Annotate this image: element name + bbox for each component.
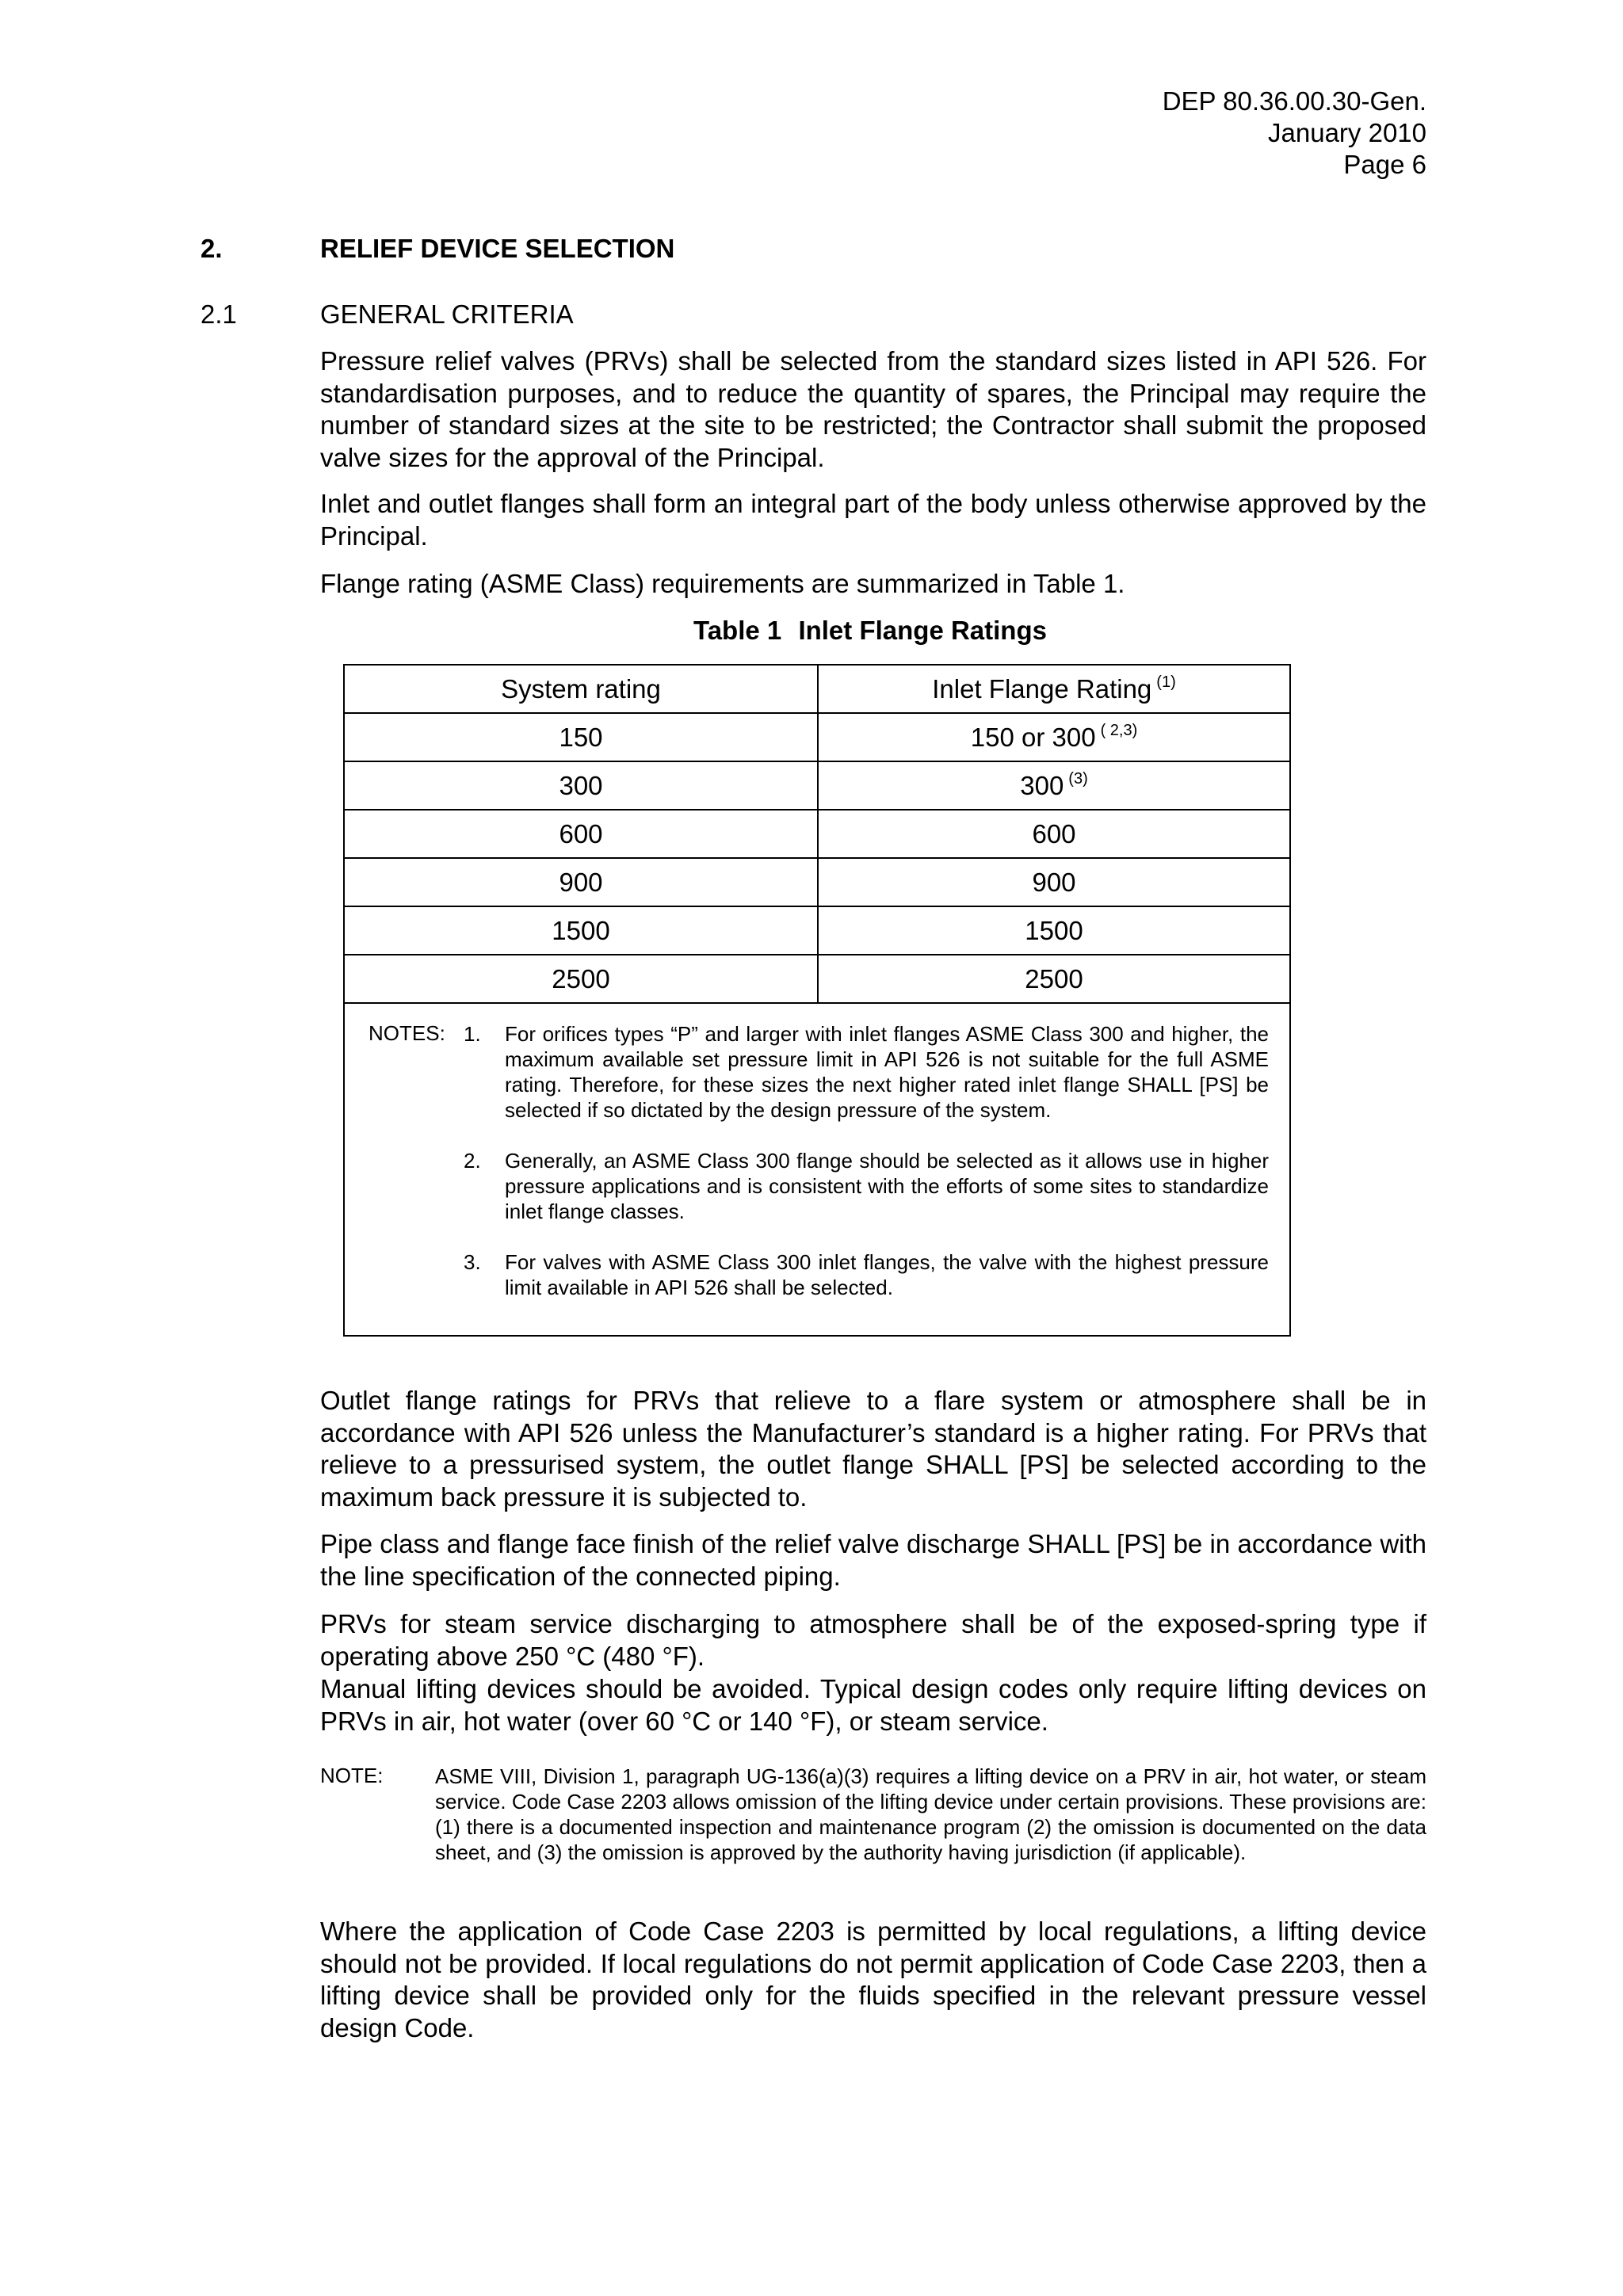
- note-number: 3.: [464, 1250, 481, 1274]
- footnote-ref: (1): [1156, 673, 1176, 691]
- table-caption: [0, 616, 1623, 646]
- table-row: [344, 810, 1290, 858]
- note-number: 2.: [464, 1149, 481, 1173]
- page-number: Page 6: [1343, 150, 1426, 179]
- header-system-rating: System rating: [344, 665, 818, 713]
- inlet-flange-ratings-table: [343, 664, 1291, 1337]
- section-title: RELIEF DEVICE SELECTION: [320, 234, 675, 263]
- note-text: For valves with ASME Class 300 inlet flanges, the valve with the highest pressure limit available in API 526 shall be selected.: [505, 1250, 1269, 1299]
- paragraph-integral-flanges: Inlet and outlet flanges shall form an integral part of the body unless otherwise approved by the Principal.: [320, 489, 1426, 551]
- section-number: 2.: [200, 234, 223, 263]
- cell-inlet-rating: 2500: [818, 955, 1290, 1003]
- cell-inlet-rating: 1500: [818, 906, 1290, 955]
- paragraph-steam-service: PRVs for steam service discharging to atmosphere shall be of the exposed-spring type if operating above 250 °C (480 °F).: [320, 1609, 1426, 1671]
- cell-system-rating: 900: [344, 858, 818, 906]
- table-title: Inlet Flange Ratings: [798, 616, 1047, 645]
- note-text: Generally, an ASME Class 300 flange should be selected as it allows use in higher pressure applications and is consistent with the efforts of some sites to standardize inlet flange classes.: [505, 1149, 1269, 1223]
- cell-system-rating: 2500: [344, 955, 818, 1003]
- note-label: NOTE:: [320, 1764, 384, 1787]
- subsection-number: 2.1: [200, 299, 237, 329]
- table-row: [344, 761, 1290, 810]
- cell-system-rating: 300: [344, 761, 818, 810]
- paragraph-lifting-devices: Manual lifting devices should be avoided. Typical design codes only require lifting devices on PRVs in air, hot water (over 60 °C or 140 °F), or steam service.: [320, 1674, 1426, 1736]
- paragraph-flange-rating-intro: Flange rating (ASME Class) requirements are summarized in Table 1.: [320, 569, 1125, 598]
- cell-inlet-rating: 900: [818, 858, 1290, 906]
- table-row: [344, 858, 1290, 906]
- note-text: For orifices types “P” and larger with inlet flanges ASME Class 300 and higher, the maximum available set pressure limit in API 526 is not suitable for the full ASME rating. Therefore, for these sizes the next higher rated inlet flange SHALL [PS] be selected if so dictated by the design pressure of the system.: [505, 1022, 1269, 1122]
- paragraph-outlet-flange-ratings: Outlet flange ratings for PRVs that relieve to a flare system or atmosphere shall be in accordance with API 526 unless the Manufacturer’s standard is a higher rating. For PRVs that relieve to a pressurised system, the outlet flange SHALL [PS] be selected according to the maximum back pressure it is subjected to.: [320, 1386, 1426, 1512]
- note-text: ASME VIII, Division 1, paragraph UG-136(a)(3) requires a lifting device on a PRV in air, hot water, or steam service. Code Case 2203 allows omission of the lifting device under certain provisions. These provisions are: (1) there is a documented inspection and maintenance program (2) the omission is documented on the data sheet, and (3) the omission is approved by the authority having jurisdiction (if applicable).: [435, 1764, 1426, 1864]
- table-row: [344, 955, 1290, 1003]
- header-inlet-flange-rating: Inlet Flange Rating $^{(1)}$: [818, 665, 1290, 713]
- paragraph-pipe-class: Pipe class and flange face finish of the relief valve discharge SHALL [PS] be in accordance with the line specification of the connected piping.: [320, 1529, 1426, 1591]
- table-label: Table 1: [693, 616, 782, 645]
- table-note-3: [464, 1249, 1269, 1300]
- table-note-2: [464, 1148, 1269, 1224]
- cell-system-rating: 1500: [344, 906, 818, 955]
- subsection-title: GENERAL CRITERIA: [320, 299, 574, 329]
- cell-inlet-rating: 600: [818, 810, 1290, 858]
- table-notes-row: [344, 1003, 1290, 1336]
- paragraph-prv-standard-sizes: Pressure relief valves (PRVs) shall be selected from the standard sizes listed in API 526. For standardisation purposes, and to reduce the quantity of spares, the Principal may require the number of standard sizes at the site to be restricted; the Contractor shall submit the proposed valve sizes for the approval of the Principal.: [320, 346, 1426, 472]
- notes-label: NOTES:: [369, 1021, 445, 1045]
- footnote-ref: ( 2,3): [1100, 722, 1138, 739]
- cell-inlet-rating: 300 $^{(3)}$: [818, 761, 1290, 810]
- document-id: DEP 80.36.00.30-Gen.: [1162, 86, 1426, 116]
- cell-system-rating: 150: [344, 713, 818, 761]
- table-row: [344, 906, 1290, 955]
- note-number: 1.: [464, 1022, 481, 1046]
- cell-system-rating: 600: [344, 810, 818, 858]
- paragraph-code-case-2203: Where the application of Code Case 2203 is permitted by local regulations, a lifting device should not be provided. If local regulations do not permit application of Code Case 2203, then a lifting device shall be provided only for the fluids specified in the relevant pressure vessel design Code.: [320, 1917, 1426, 2042]
- table-notes: [344, 1003, 1290, 1336]
- footnote-ref: (3): [1068, 770, 1088, 788]
- page-header: [1163, 86, 1426, 181]
- table-row: [344, 713, 1290, 761]
- document-date: January 2010: [1268, 118, 1426, 147]
- table-header-row: [344, 665, 1290, 713]
- cell-inlet-rating: 150 or 300 $^{( 2,3)}$: [818, 713, 1290, 761]
- table-note-1: [464, 1021, 1269, 1123]
